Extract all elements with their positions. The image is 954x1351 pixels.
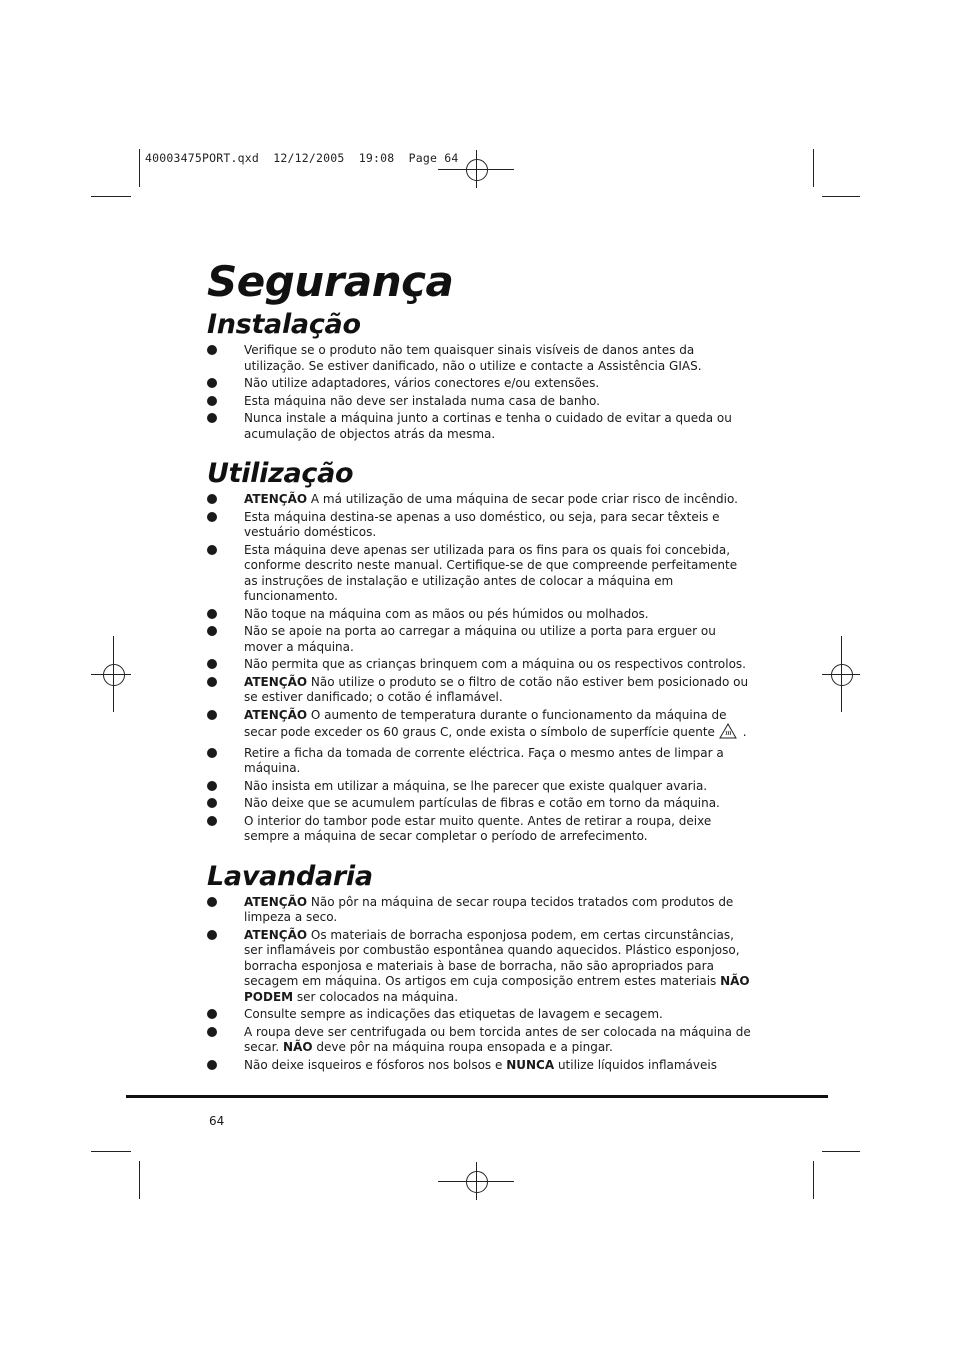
bullet-icon <box>207 345 217 355</box>
section-heading: Lavandaria <box>207 860 373 892</box>
bullet-list <box>207 895 752 1074</box>
list-item <box>207 543 752 605</box>
list-item <box>207 607 752 623</box>
item-text: Não deixe isqueiros e fósforos nos bolsos e <box>244 1057 507 1072</box>
emphasis-text: NUNCA <box>506 1057 555 1072</box>
item-text: Consulte sempre as indicações das etiquetas de lavagem e secagem. <box>244 1007 663 1021</box>
bullet-icon <box>207 609 217 619</box>
warning-label: ATENÇÃO <box>244 674 308 689</box>
item-text: Retire a ficha da tomada de corrente eléctrica. Faça o mesmo antes de limpar a máquina. <box>244 745 724 775</box>
warning-label: ATENÇÃO <box>244 927 308 942</box>
hot-surface-warning-icon <box>719 723 737 744</box>
bullet-icon <box>207 626 217 636</box>
warning-label: ATENÇÃO <box>244 492 308 506</box>
list-item <box>207 343 752 374</box>
list-item <box>207 814 752 845</box>
bullet-icon <box>207 1027 217 1037</box>
item-text: A roupa deve ser centrifugada ou bem torcida antes de ser colocada na máquina de secar. <box>244 1024 751 1054</box>
bullet-icon <box>207 677 217 687</box>
item-text: O interior do tambor pode estar muito quente. Antes de retirar a roupa, deixe sempre a máquina de secar completar o período de arrefecimento. <box>244 813 712 843</box>
item-text: Esta máquina deve apenas ser utilizada para os fins para os quais foi concebida, conforme descrito neste manual. Certifique-se de que compreende perfeitamente as instruções de instalação e utilização antes de colocar a máquina em funcionamento. <box>244 542 738 603</box>
item-text: O aumento de temperatura durante o funcionamento da máquina de secar pode exceder os 60 graus C, onde exista o símbolo de superfície quente <box>244 707 727 739</box>
page-content <box>207 255 752 1075</box>
list-item <box>207 796 752 812</box>
list-item <box>207 675 752 706</box>
warning-label: ATENÇÃO <box>244 707 308 722</box>
list-item <box>207 1025 752 1056</box>
bullet-list <box>207 343 752 442</box>
bullet-icon <box>207 1009 217 1019</box>
item-text: Os materiais de borracha esponjosa podem, em certas circunstâncias, ser inflamáveis por combustão espontânea quando aquecidos. Plástico esponjoso, borracha esponjosa e materiais à base de borracha, não são apropriados para secagem em máquina. Os artigos em cuja composição entrem estes materiais <box>244 927 740 988</box>
section-heading: Instalação <box>207 309 361 340</box>
bullet-icon <box>207 659 217 669</box>
item-text: Não utilize o produto se o filtro de cotão não estiver bem posicionado ou se estiver danificado; o cotão é inflamável. <box>244 674 749 704</box>
bullet-icon <box>207 930 217 940</box>
bullet-icon <box>207 798 217 808</box>
bullet-icon <box>207 545 217 555</box>
bullet-list <box>207 492 752 845</box>
list-item <box>207 657 752 673</box>
page-title: Segurança <box>207 257 454 306</box>
bullet-icon <box>207 512 217 522</box>
item-text: Não utilize adaptadores, vários conectores e/ou extensões. <box>244 376 600 390</box>
item-text-tail: utilize líquidos inflamáveis <box>554 1057 717 1072</box>
bullet-icon <box>207 781 217 791</box>
item-text: Nunca instale a máquina junto a cortinas e tenha o cuidado de evitar a queda ou acumulação de objectos atrás da mesma. <box>244 411 732 441</box>
emphasis-text: NÃO <box>283 1040 313 1054</box>
item-text: Esta máquina destina-se apenas a uso doméstico, ou seja, para secar têxteis e vestuário domésticos. <box>244 509 720 539</box>
bullet-icon <box>207 1060 217 1070</box>
page-number: 64 <box>209 1114 225 1128</box>
bullet-icon <box>207 494 217 504</box>
bullet-icon <box>207 710 217 720</box>
list-item <box>207 746 752 777</box>
item-text: Não se apoie na porta ao carregar a máquina ou utilize a porta para erguer ou mover a máquina. <box>244 624 716 654</box>
footer-rule <box>126 1095 828 1098</box>
item-text: Verifique se o produto não tem quaisquer sinais visíveis de danos antes da utilização. Se estiver danificado, não o utilize e contacte a Assistência GIAS. <box>244 343 702 373</box>
list-item <box>207 928 752 1006</box>
bullet-icon <box>207 396 217 406</box>
list-item <box>207 492 752 508</box>
list-item <box>207 411 752 442</box>
print-slug: 40003475PORT.qxd 12/12/2005 19:08 Page 64 <box>145 151 459 165</box>
item-text-after: . <box>738 725 747 739</box>
item-text: Não pôr na máquina de secar roupa tecidos tratados com produtos de limpeza a seco. <box>244 894 734 924</box>
item-text: Não deixe que se acumulem partículas de fibras e cotão em torno da máquina. <box>244 796 720 810</box>
list-item <box>207 510 752 541</box>
list-item <box>207 779 752 795</box>
bullet-icon <box>207 748 217 758</box>
section-heading: Utilização <box>207 458 354 489</box>
list-item <box>207 1007 752 1023</box>
item-text: Não insista em utilizar a máquina, se lhe parecer que existe qualquer avaria. <box>244 778 708 793</box>
bullet-icon <box>207 816 217 826</box>
bullet-icon <box>207 413 217 423</box>
item-text: Não toque na máquina com as mãos ou pés húmidos ou molhados. <box>244 606 649 621</box>
warning-label: ATENÇÃO <box>244 894 308 909</box>
item-text: Esta máquina não deve ser instalada numa casa de banho. <box>244 393 600 408</box>
emphasis-text: NÃO PODEM <box>244 974 750 1004</box>
item-text: A má utilização de uma máquina de secar pode criar risco de incêndio. <box>307 492 738 506</box>
list-item <box>207 1058 752 1074</box>
list-item <box>207 895 752 926</box>
list-item <box>207 394 752 410</box>
bullet-icon <box>207 378 217 388</box>
item-text-tail: ser colocados na máquina. <box>293 989 459 1004</box>
list-item <box>207 708 752 744</box>
sections-container <box>207 307 752 1073</box>
list-item <box>207 624 752 655</box>
bullet-icon <box>207 897 217 907</box>
item-text: Não permita que as crianças brinquem com a máquina ou os respectivos controlos. <box>244 657 746 671</box>
item-text-tail: deve pôr na máquina roupa ensopada e a pingar. <box>312 1040 613 1054</box>
list-item <box>207 376 752 392</box>
